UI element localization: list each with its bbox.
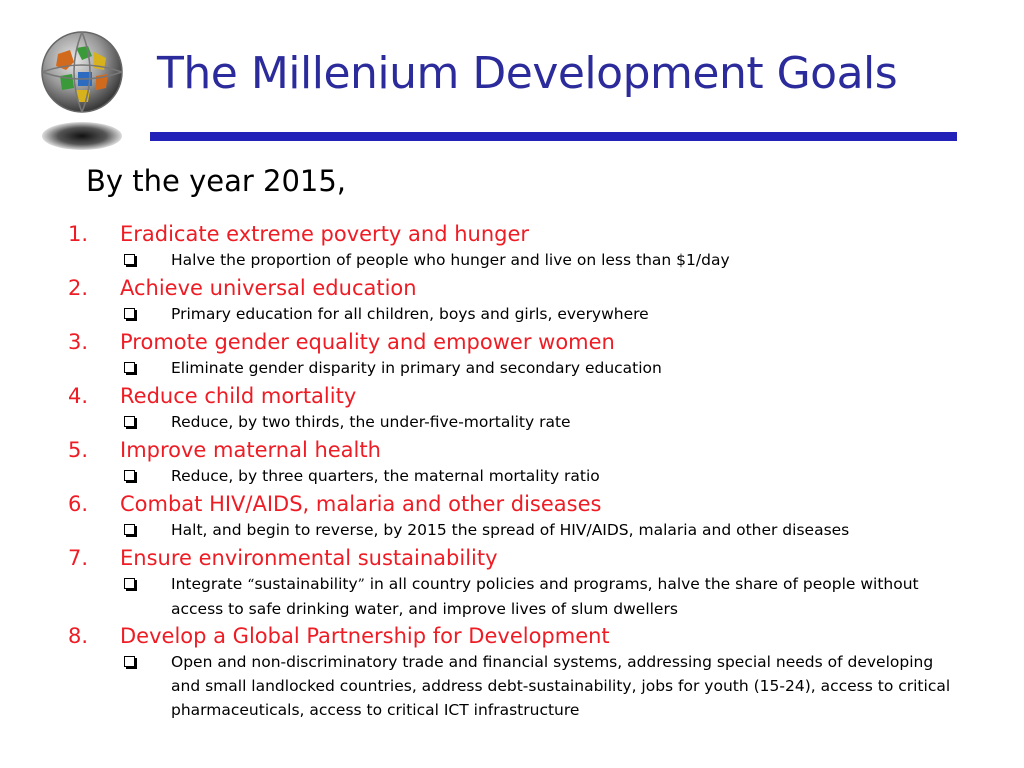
- checkbox-bullet-icon: [124, 578, 135, 589]
- goal-title: Eradicate extreme poverty and hunger: [120, 222, 530, 246]
- goal-item: [0, 274, 1024, 302]
- goal-detail: [0, 518, 1024, 542]
- goal-item: [0, 544, 1024, 572]
- goal-detail-text: Reduce, by three quarters, the maternal mortality ratio: [171, 467, 600, 485]
- checkbox-bullet-icon: [124, 656, 135, 667]
- checkbox-bullet-icon: [124, 470, 135, 481]
- goal-detail: [0, 356, 1024, 380]
- goal-item: [0, 328, 1024, 356]
- checkbox-bullet-icon: [124, 308, 135, 319]
- checkbox-bullet-icon: [124, 524, 135, 535]
- goal-number: 2.: [68, 276, 89, 300]
- goal-title: Improve maternal health: [120, 438, 381, 462]
- goal-number: 3.: [68, 330, 89, 354]
- goal-number: 7.: [68, 546, 89, 570]
- goal-number: 6.: [68, 492, 89, 516]
- goal-number: 8.: [68, 624, 89, 648]
- goal-title: Ensure environmental sustainability: [120, 546, 498, 570]
- goal-detail-text: Open and non-discriminatory trade and financial systems, addressing special needs of developing and small landlocked countries, address debt-sustainability, jobs for youth (15-24), access to critical pharmaceuticals, access to critical ICT infrastructure: [171, 653, 951, 719]
- goal-detail-text: Primary education for all children, boys and girls, everywhere: [171, 305, 649, 323]
- goal-title: Develop a Global Partnership for Development: [120, 624, 610, 648]
- goal-item: [0, 622, 1024, 650]
- goal-detail: [0, 572, 1024, 620]
- intro-text: By the year 2015,: [86, 164, 347, 198]
- checkbox-bullet-icon: [124, 416, 135, 427]
- goal-detail: [0, 248, 1024, 272]
- goal-title: Reduce child mortality: [120, 384, 357, 408]
- page-title: The Millenium Development Goals: [157, 48, 898, 99]
- goal-item: [0, 436, 1024, 464]
- goals-list: [0, 220, 1024, 724]
- goal-detail-text: Halt, and begin to reverse, by 2015 the spread of HIV/AIDS, malaria and other diseases: [171, 521, 850, 539]
- goal-title: Promote gender equality and empower women: [120, 330, 615, 354]
- goal-number: 1.: [68, 222, 89, 246]
- globe-logo-icon: [36, 28, 128, 158]
- goal-detail-text: Eliminate gender disparity in primary and secondary education: [171, 359, 662, 377]
- goal-detail: [0, 650, 1024, 722]
- checkbox-bullet-icon: [124, 362, 135, 373]
- goal-item: [0, 490, 1024, 518]
- checkbox-bullet-icon: [124, 254, 135, 265]
- goal-detail: [0, 302, 1024, 326]
- goal-detail-text: Halve the proportion of people who hunger and live on less than $1/day: [171, 251, 730, 269]
- goal-title: Combat HIV/AIDS, malaria and other diseases: [120, 492, 602, 516]
- goal-item: [0, 382, 1024, 410]
- goal-detail-text: Integrate “sustainability” in all country policies and programs, halve the share of people without access to safe drinking water, and improve lives of slum dwellers: [171, 575, 919, 618]
- title-underline: [150, 132, 957, 141]
- goal-item: [0, 220, 1024, 248]
- goal-detail-text: Reduce, by two thirds, the under-five-mortality rate: [171, 413, 571, 431]
- goal-detail: [0, 410, 1024, 434]
- goal-title: Achieve universal education: [120, 276, 417, 300]
- goal-detail: [0, 464, 1024, 488]
- goal-number: 5.: [68, 438, 89, 462]
- goal-number: 4.: [68, 384, 89, 408]
